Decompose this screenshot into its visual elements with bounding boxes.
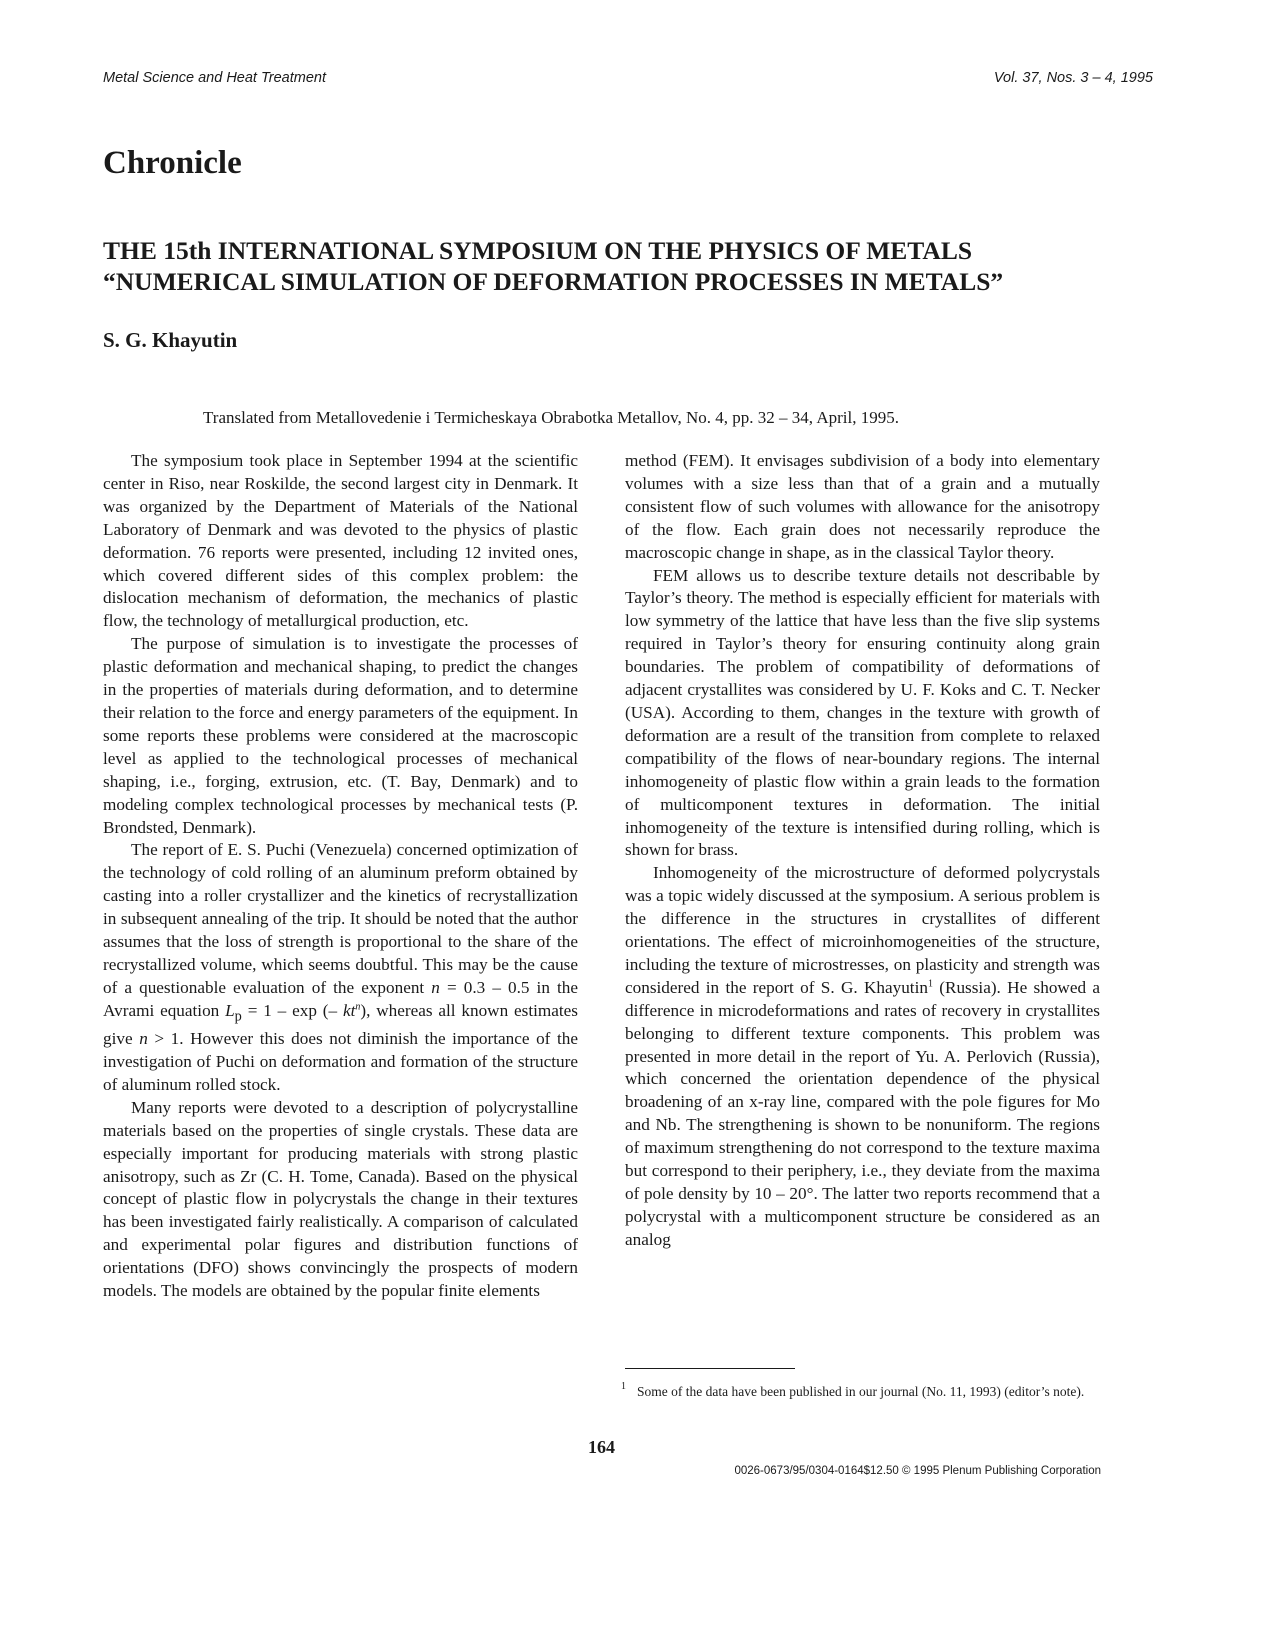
- footnote-text: Some of the data have been published in our journal (No. 11, 1993) (editor’s note).: [637, 1384, 1085, 1399]
- page-number: 164: [588, 1437, 615, 1457]
- left-column: [103, 450, 578, 1303]
- article-title-line-1: THE 15th INTERNATIONAL SYMPOSIUM ON THE PHYSICS OF METALS: [103, 236, 973, 265]
- article-title: [103, 235, 1183, 297]
- section-title: Chronicle: [103, 145, 242, 181]
- journal-name: Metal Science and Heat Treatment: [103, 70, 326, 86]
- footnote-rule: [625, 1368, 795, 1369]
- paragraph: The symposium took place in September 1994 at the scientific center in Riso, near Roskilde, the second largest city in Denmark. It was organized by the Department of Materials of the National Laboratory of Denmark and was devoted to the physics of plastic deformation. 76 reports were presented, including 12 invited ones, which covered different sides of this complex problem: the dislocation mechanism of deformation, the mechanics of plastic flow, the technology of metallurgical production, etc.: [103, 451, 578, 631]
- volume-info: Vol. 37, Nos. 3 – 4, 1995: [993, 70, 1153, 86]
- paragraph: Many reports were devoted to a description of polycrystalline materials based on the properties of single crystals. These data are especially important for producing materials with strong plastic anisotropy, such as Zr (C. H. Tome, Canada). Based on the physical concept of plastic flow in polycrystals the change in their textures has been investigated fairly realistically. A comparison of calculated and experimental polar figures and distribution functions of orientations (DFO) shows convincingly the prospects of modern models. The models are obtained by the popular finite elements: [103, 1097, 578, 1301]
- paragraph: FEM allows us to describe texture details not describable by Taylor’s theory. The method is especially efficient for materials with low symmetry of the lattice that have less than the five slip systems required in Taylor’s theory for ensuring continuity along grain boundaries. The problem of compatibility of deformations of adjacent crystallites was considered by U. F. Koks and C. T. Necker (USA). According to them, changes in the texture with growth of deformation are a result of the transition from complete to relaxed compatibility of the flows of near-boundary regions. The internal inhomogeneity of plastic flow within a grain leads to the formation of multicomponent textures in deformation. The initial inhomogeneity of the texture is intensified during rolling, which is shown for brass.: [625, 565, 1100, 860]
- footnote-mark: 1: [621, 1381, 626, 1392]
- copyright-line: 0026-0673/95/0304-0164$12.50 © 1995 Plenum Publishing Corporation: [734, 1465, 1101, 1477]
- paragraph: The report of E. S. Puchi (Venezuela) concerned optimization of the technology of cold rolling of an aluminum preform obtained by casting into a roller crystallizer and the kinetics of recrystallization in subsequent annealing of the trip. It should be noted that the author assumes that the loss of strength is proportional to the share of the recrystallized volume, which seems doubtful. This may be the cause of a questionable evaluation of the exponent n = 0.3 – 0.5 in the Avrami equation $L_p = 1 - \exp$ (– $kt^n$), whereas all known estimates give n > 1. However this does not diminish the importance of the investigation of Puchi on deformation and formation of the structure of aluminum rolled stock.: [103, 840, 579, 1094]
- article-title-line-2: “NUMERICAL SIMULATION OF DEFORMATION PROCESSES IN METALS”: [103, 267, 1004, 296]
- paragraph: method (FEM). It envisages subdivision of a body into elementary volumes with a size less than that of a grain and a mutually consistent flow of such volumes with allowance for the anisotropy of the flow. Each grain does not necessarily reproduce the macroscopic change in shape, as in the classical Taylor theory.: [625, 451, 1100, 562]
- paragraph: Inhomogeneity of the microstructure of deformed polycrystals was a topic widely discussed at the symposium. A serious problem is the difference in the structures in crystallites of different orientations. The effect of microinhomogeneities of the structure, including the texture of microstresses, on plasticity and strength was considered in the report of S. G. Khayutin$^1$ (Russia). He showed a difference in microdeformations and rates of recovery in crystallites belonging to different texture components. This problem was presented in more detail in the report of Yu. A. Perlovich (Russia), which concerned the orientation dependence of the physical broadening of an x-ray line, compared with the pole figures for Mo and Nb. The strengthening is shown to be nonuniform. The regions of maximum strengthening do not correspond to the texture maxima but correspond to their periphery, i.e., they deviate from the maxima of pole density by 10 – 20°. The latter two reports recommend that a polycrystal with a multicomponent structure be considered as an analog: [625, 863, 1101, 1249]
- footnote-reference: 1: [927, 978, 933, 990]
- footnote: [621, 1381, 1100, 1401]
- right-column: [625, 450, 1100, 1252]
- translation-note: Translated from Metallovedenie i Termicheskaya Obrabotka Metallov, No. 4, pp. 32 – 34, April, 1995.: [203, 408, 899, 427]
- paragraph: The purpose of simulation is to investigate the processes of plastic deformation and mechanical shaping, to predict the changes in the properties of materials during deformation, and to determine their relation to the force and energy parameters of the equipment. In some reports these problems were considered at the macroscopic level as applied to the technological processes of mechanical shaping, i.e., forging, extrusion, etc. (T. Bay, Denmark) and to modeling complex technological processes by mechanical tests (P. Brondsted, Denmark).: [103, 634, 578, 837]
- author: S. G. Khayutin: [103, 328, 238, 352]
